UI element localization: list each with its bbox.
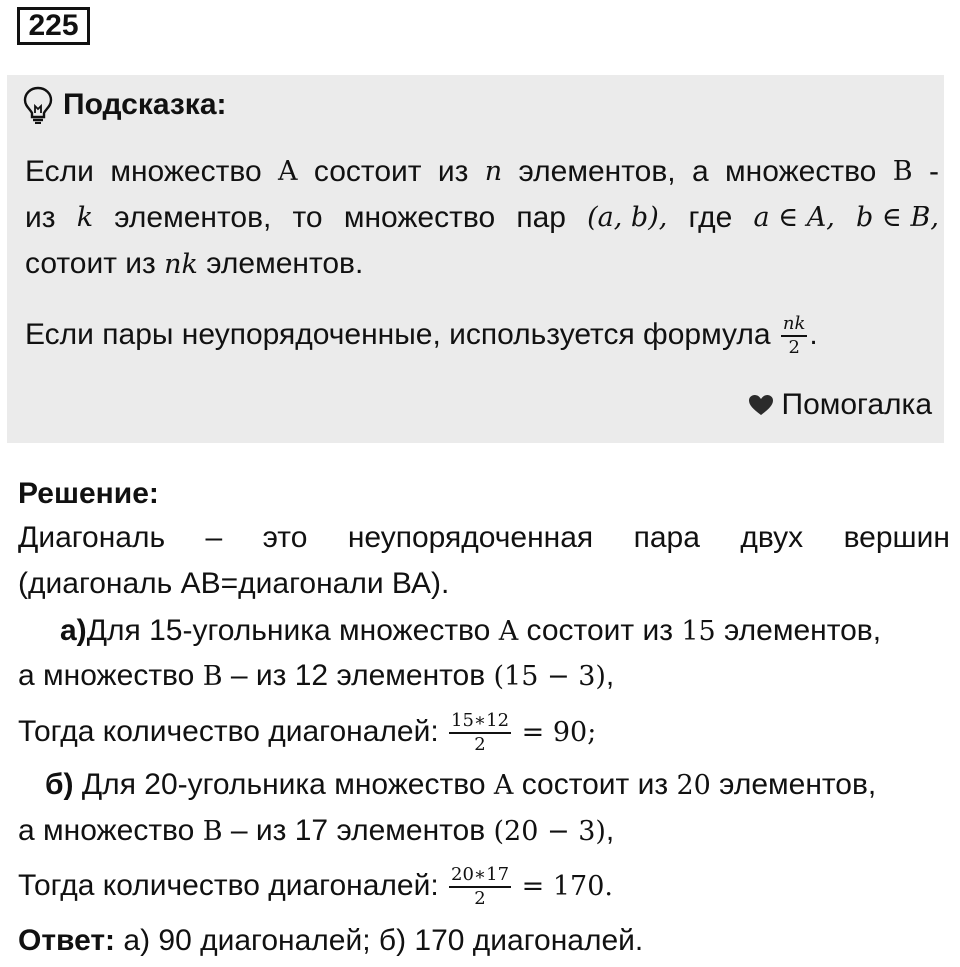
part-a-line-2 (18, 656, 614, 697)
frac-num: 20∗17 (449, 866, 511, 888)
hint-header (23, 85, 227, 125)
math: 20 (676, 770, 711, 801)
frac-num: 15∗12 (449, 712, 511, 734)
hint-line-4 (25, 315, 818, 357)
math-n: n (484, 156, 503, 187)
answer-label: Ответ: (18, 924, 116, 957)
math: A (493, 770, 514, 801)
part-b-line-1 (45, 765, 876, 806)
part-b-line-2 (18, 811, 614, 852)
math-result: = 170. (513, 871, 613, 902)
word: множество (725, 155, 877, 188)
word: элементов, (114, 201, 272, 234)
answer-line (18, 921, 643, 961)
text: элементов. (197, 247, 364, 280)
word: из (437, 155, 469, 188)
math: A (498, 616, 519, 647)
word: неупорядоченная (347, 521, 594, 554)
solution-line-1 (18, 518, 950, 558)
math-B: B (892, 156, 913, 187)
math-A: A (278, 156, 298, 187)
word: множество (110, 155, 262, 188)
word: пара (633, 521, 700, 554)
frac-den: 2 (788, 337, 800, 359)
text: Тогда количество диагоналей: (18, 869, 447, 902)
frac-num: nk (781, 315, 808, 337)
word: элементов, (518, 155, 676, 188)
hint-line-1 (25, 152, 939, 192)
text: Если пары неупорядоченные, используется формула (25, 318, 779, 351)
word: Если (25, 155, 94, 188)
text: состоит из (513, 768, 677, 801)
fraction-b (449, 866, 511, 908)
hint-box (7, 75, 944, 443)
hint-title: Подсказка: (63, 88, 227, 121)
text: , (605, 659, 615, 692)
word: где (688, 201, 733, 234)
task-number: 225 (17, 7, 90, 45)
word: а (691, 155, 709, 188)
answer-text: а) 90 диагоналей; б) 170 диагоналей. (115, 924, 644, 957)
part-a-line-1 (60, 611, 881, 652)
text: Для 15-угольника множество (86, 614, 499, 647)
word: то (292, 201, 323, 234)
fraction-a (449, 712, 511, 754)
fraction-nk-over-2 (781, 315, 808, 357)
lightbulb-icon (23, 86, 53, 124)
math: B (202, 661, 223, 692)
math-result: = 90; (513, 717, 597, 748)
math-a-in-A: a ∈ A, (753, 202, 835, 233)
math: (15 − 3) (493, 661, 606, 692)
word: из (25, 201, 56, 234)
text: сотоит из (25, 247, 165, 280)
text: Тогда количество диагоналей: (18, 715, 447, 748)
text: состоит из (518, 614, 682, 647)
math: (20 − 3) (493, 816, 606, 847)
heart-icon (748, 394, 774, 416)
hint-line-2 (25, 198, 939, 238)
word: пар (516, 201, 566, 234)
word: состоит (313, 155, 422, 188)
math-k: k (76, 202, 94, 233)
text: – из 12 элементов (222, 659, 494, 692)
brand (748, 388, 933, 422)
part-a-label: а) (60, 614, 87, 647)
word: – (205, 521, 223, 554)
part-b-line-3 (18, 866, 613, 908)
part-b-label: б) (45, 768, 74, 801)
word: вершин (843, 521, 950, 554)
solution-heading: Решение: (18, 477, 159, 510)
math: 15 (681, 616, 716, 647)
text: , (605, 814, 615, 847)
solution-line-2: (диагональ АВ=диагонали ВА). (18, 567, 450, 600)
math-b-in-B: b ∈ B, (856, 202, 939, 233)
math-nk: nk (164, 249, 198, 280)
word: это (262, 521, 308, 554)
text: Для 20-угольника множество (73, 768, 494, 801)
text: элементов, (710, 768, 877, 801)
text: . (809, 318, 818, 351)
math: B (202, 816, 223, 847)
part-a-line-3 (18, 712, 596, 754)
frac-den: 2 (474, 734, 486, 756)
text: элементов, (715, 614, 882, 647)
word: двух (740, 521, 804, 554)
word: множество (343, 201, 496, 234)
hint-line-3 (25, 244, 363, 285)
math-pair: (a, b), (587, 202, 668, 233)
text: а множество (18, 659, 203, 692)
brand-name: Помогалка (781, 388, 932, 421)
word: Диагональ (18, 521, 166, 554)
word: - (928, 155, 939, 188)
frac-den: 2 (474, 888, 486, 910)
text: – из 17 элементов (222, 814, 494, 847)
text: а множество (18, 814, 203, 847)
